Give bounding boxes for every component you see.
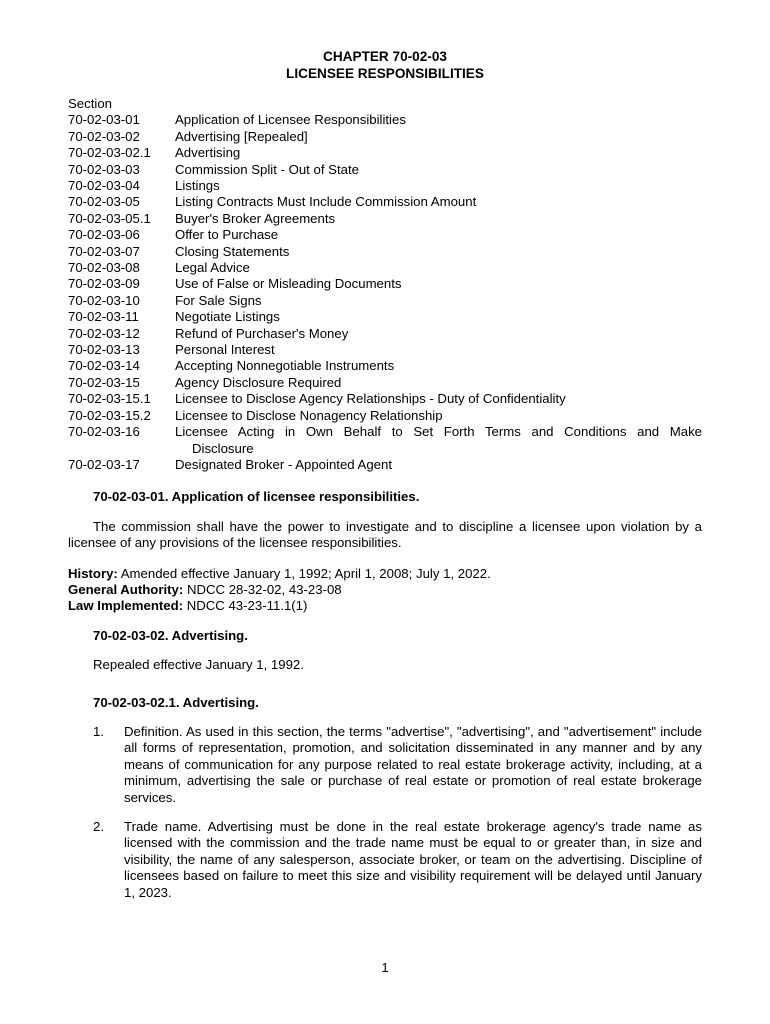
toc-title: Agency Disclosure Required [175, 374, 342, 390]
toc-number: 70-02-03-15 [68, 374, 140, 390]
toc-row [68, 129, 702, 145]
section-heading: 70-02-03-02.1. Advertising. [93, 694, 259, 710]
toc-title: Buyer's Broker Agreements [175, 210, 336, 226]
toc-title: Advertising [Repealed] [175, 128, 308, 144]
chapter-title [68, 48, 702, 82]
toc-title: Offer to Purchase [175, 227, 279, 243]
history-note [68, 566, 702, 615]
toc-number: 70-02-03-09 [68, 276, 140, 292]
toc-row [68, 424, 702, 457]
toc-title: Refund of Purchaser's Money [175, 325, 349, 341]
toc-row [68, 162, 702, 178]
toc-number: 70-02-03-15.1 [68, 391, 151, 407]
toc-number: 70-02-03-03 [68, 161, 140, 177]
toc-title: Use of False or Misleading Documents [175, 276, 402, 292]
toc-row [68, 194, 702, 210]
toc-row [68, 391, 702, 407]
toc-title: Negotiate Listings [175, 309, 280, 325]
implemented-text: NDCC 43-23-11.1(1) [186, 598, 308, 614]
toc-row [68, 309, 702, 325]
toc-row [68, 457, 702, 473]
toc-number: 70-02-03-12 [68, 325, 140, 341]
toc-title: Listings [175, 178, 220, 194]
toc-number: 70-02-03-04 [68, 178, 140, 194]
toc-title: Application of Licensee Responsibilities [175, 112, 406, 128]
authority-text: NDCC 28-32-02, 43-23-08 [186, 581, 342, 597]
toc-row [68, 244, 702, 260]
document-page [68, 48, 702, 901]
implemented-label: Law Implemented: [68, 598, 184, 614]
toc-title: Accepting Nonnegotiable Instruments [175, 358, 395, 374]
history-line [68, 566, 702, 582]
toc-number: 70-02-03-08 [68, 260, 140, 276]
toc-title: Licensee to Disclose Agency Relationships - Duty of Confidentiality [175, 391, 566, 407]
list-text: Definition. As used in this section, the terms "advertise", "advertising", and "advertisement" include all forms of representation, promotion, and solicitation disseminated in any manner and by any means of communication for any purpose related to real estate brokerage activity, including, at a minimum, advertising the sale or purchase of real estate or promotion of real estate brokerage services. [124, 723, 702, 805]
page-number: 1 [381, 960, 389, 975]
toc-row [68, 326, 702, 342]
toc-number: 70-02-03-06 [68, 227, 140, 243]
toc-number: 70-02-03-10 [68, 292, 140, 308]
toc-row [68, 408, 702, 424]
toc-number: 70-02-03-11 [68, 309, 139, 325]
toc-number: 70-02-03-05 [68, 194, 140, 210]
toc-row [68, 260, 702, 276]
toc-number: 70-02-03-05.1 [68, 210, 151, 226]
toc-number: 70-02-03-02 [68, 128, 140, 144]
toc-title: For Sale Signs [175, 292, 262, 308]
toc-title: Closing Statements [175, 243, 290, 259]
table-of-contents [68, 96, 702, 473]
toc-number: 70-02-03-07 [68, 243, 140, 259]
toc-row [68, 178, 702, 194]
section-body: Repealed effective January 1, 1992. [93, 657, 304, 673]
toc-number: 70-02-03-16 [68, 424, 140, 440]
list-item [93, 724, 702, 806]
toc-title: Advertising [175, 145, 241, 161]
toc-number: 70-02-03-01 [68, 112, 140, 128]
list-text: Trade name. Advertising must be done in the real estate brokerage agency's trade name as licensed with the commission and the trade name must be equal to or greater than, in size and visibility, the name of any salesperson, associate broker, or team on the advertising. Discipline of licensees based on failure to meet this size and visibility requirement will be delayed until January 1, 2023. [124, 819, 702, 900]
toc-title-continuation: Disclosure [192, 440, 254, 456]
section-70-02-03-02 [68, 628, 702, 674]
section-70-02-03-01 [68, 489, 702, 614]
toc-row [68, 211, 702, 227]
toc-title: Legal Advice [175, 260, 250, 276]
toc-title: Personal Interest [175, 342, 275, 358]
toc-row [68, 145, 702, 161]
toc-title: Listing Contracts Must Include Commission Amount [175, 194, 477, 210]
toc-heading: Section [68, 96, 112, 111]
toc-row [68, 293, 702, 309]
section-body: The commission shall have the power to investigate and to discipline a licensee upon violation by a licensee of any provisions of the licensee responsibilities. [68, 518, 702, 551]
list-number: 1. [93, 723, 104, 739]
chapter-name: LICENSEE RESPONSIBILITIES [286, 66, 484, 81]
toc-number: 70-02-03-15.2 [68, 407, 151, 423]
toc-number: 70-02-03-02.1 [68, 145, 151, 161]
authority-line [68, 582, 702, 598]
section-70-02-03-02-1 [68, 695, 702, 901]
section-heading: 70-02-03-01. Application of licensee responsibilities. [93, 489, 420, 505]
toc-title: Commission Split - Out of State [175, 161, 359, 177]
toc-title-wrapped [175, 424, 702, 457]
authority-label: General Authority: [68, 581, 184, 597]
toc-number: 70-02-03-14 [68, 358, 140, 374]
history-text: Amended effective January 1, 1992; April 1, 2008; July 1, 2022. [120, 565, 491, 581]
toc-title: Designated Broker - Appointed Agent [175, 456, 393, 472]
history-label: History: [68, 565, 118, 581]
toc-row [68, 112, 702, 128]
toc-row [68, 342, 702, 358]
toc-title: Licensee Acting in Own Behalf to Set Forth Terms and Conditions and Make [175, 424, 702, 440]
toc-row [68, 276, 702, 292]
toc-number: 70-02-03-17 [68, 456, 140, 472]
section-heading: 70-02-03-02. Advertising. [93, 627, 248, 643]
list-item [93, 819, 702, 901]
toc-number: 70-02-03-13 [68, 342, 140, 358]
implemented-line [68, 598, 702, 614]
toc-title: Licensee to Disclose Nonagency Relationship [175, 407, 443, 423]
list-number: 2. [93, 819, 104, 835]
toc-row [68, 375, 702, 391]
toc-row [68, 358, 702, 374]
toc-row [68, 227, 702, 243]
chapter-number: CHAPTER 70-02-03 [323, 49, 447, 64]
